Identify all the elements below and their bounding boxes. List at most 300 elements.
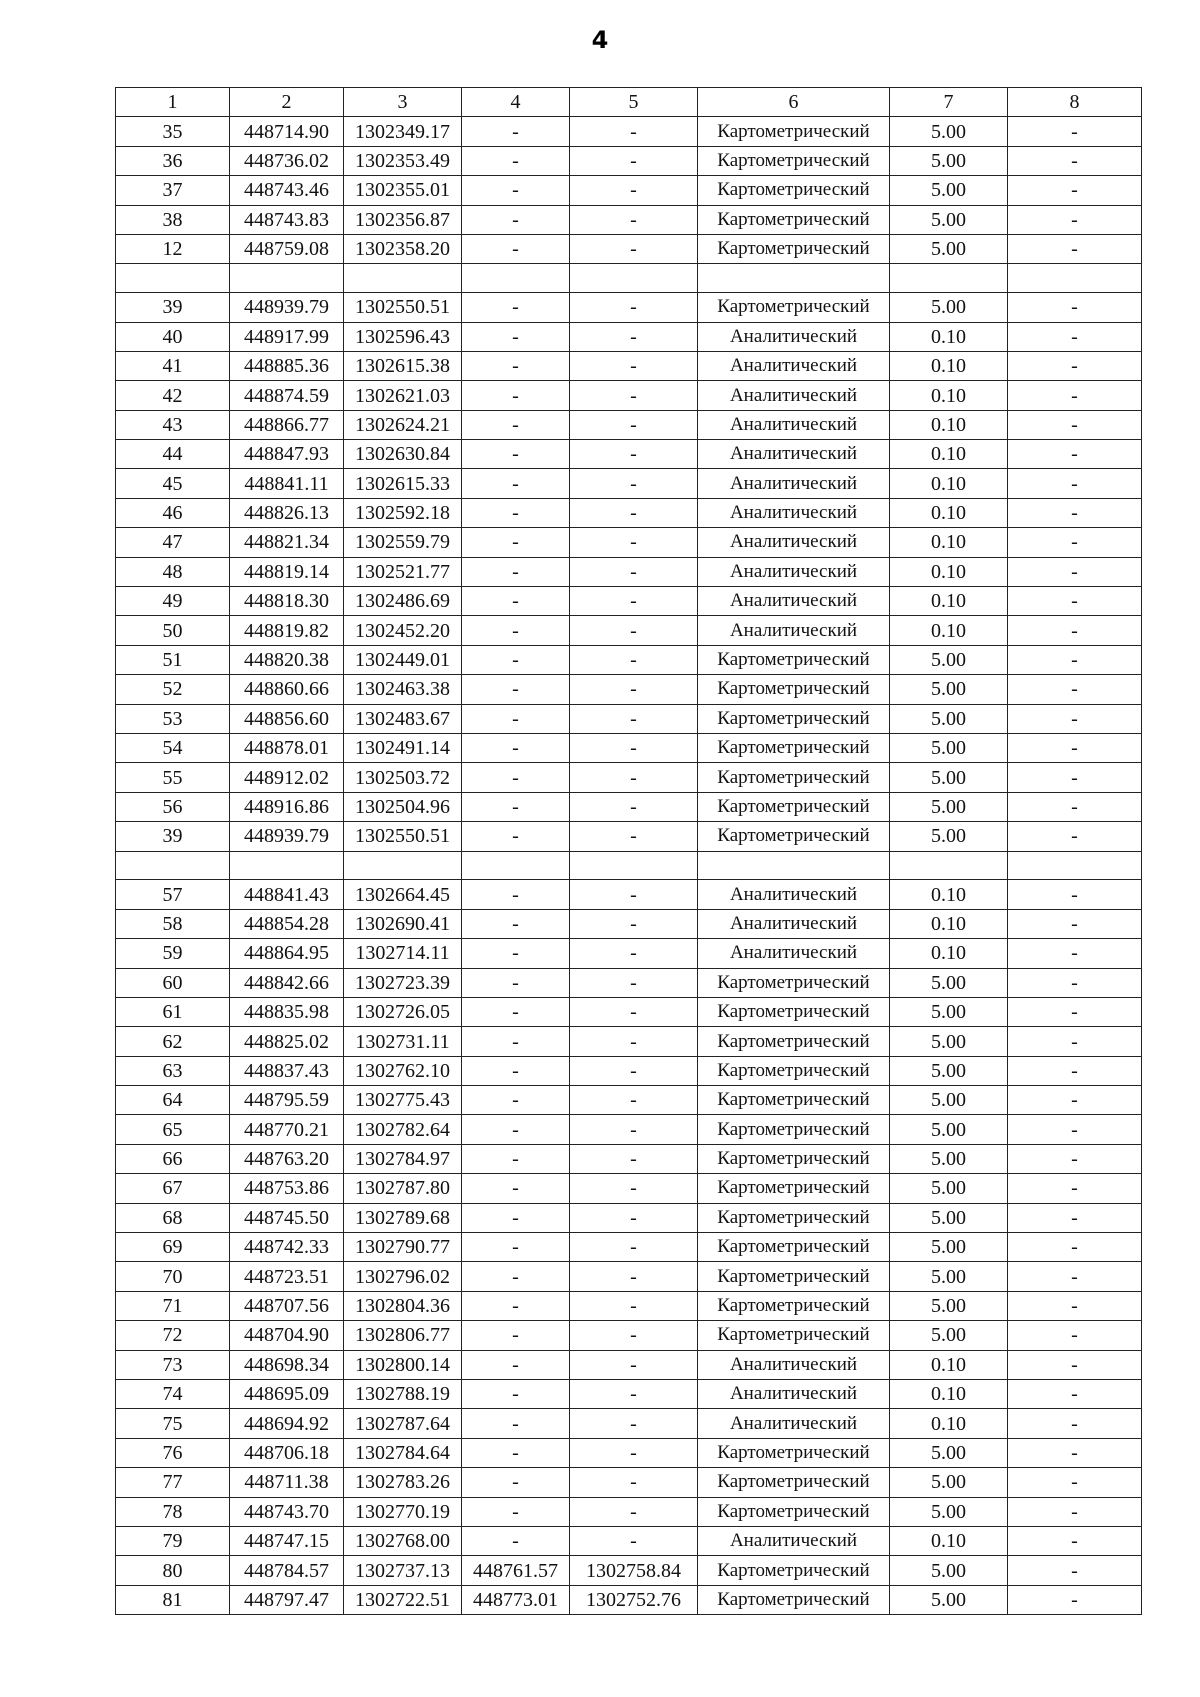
cell-y-coordinate: 1302770.19: [344, 1497, 462, 1526]
cell-accuracy: 5.00: [890, 1203, 1008, 1232]
cell-description: -: [1008, 117, 1142, 146]
cell-y-coordinate: 1302737.13: [344, 1556, 462, 1585]
cell-method: Аналитический: [698, 1409, 890, 1438]
cell-y-coordinate-new: -: [570, 909, 698, 938]
cell-method: Картометрический: [698, 675, 890, 704]
cell-y-coordinate: 1302804.36: [344, 1291, 462, 1320]
table-row: [116, 1056, 1142, 1085]
cell-method: Картометрический: [698, 1497, 890, 1526]
coordinates-table: [115, 87, 1142, 1615]
cell-accuracy: 0.10: [890, 557, 1008, 586]
cell-x-coordinate-new: -: [462, 997, 570, 1026]
cell-accuracy: 0.10: [890, 1526, 1008, 1555]
cell-y-coordinate-new: -: [570, 1438, 698, 1467]
cell-description: -: [1008, 763, 1142, 792]
table-row: [116, 205, 1142, 234]
cell-y-coordinate: [344, 851, 462, 880]
cell-point-number: 63: [116, 1056, 230, 1085]
cell-description: [1008, 264, 1142, 293]
cell-x-coordinate-new: -: [462, 1380, 570, 1409]
cell-y-coordinate-new: -: [570, 587, 698, 616]
cell-method: Картометрический: [698, 1144, 890, 1173]
cell-y-coordinate: 1302358.20: [344, 234, 462, 263]
cell-x-coordinate-new: -: [462, 1233, 570, 1262]
cell-method: Аналитический: [698, 557, 890, 586]
cell-accuracy: 5.00: [890, 1027, 1008, 1056]
cell-method: Картометрический: [698, 704, 890, 733]
cell-x-coordinate-new: -: [462, 1203, 570, 1232]
table-row: [116, 1027, 1142, 1056]
cell-accuracy: 5.00: [890, 763, 1008, 792]
cell-x-coordinate: 448695.09: [230, 1380, 344, 1409]
cell-y-coordinate: 1302782.64: [344, 1115, 462, 1144]
cell-y-coordinate: 1302452.20: [344, 616, 462, 645]
cell-x-coordinate-new: -: [462, 1468, 570, 1497]
cell-y-coordinate: 1302463.38: [344, 675, 462, 704]
table-row: [116, 763, 1142, 792]
cell-y-coordinate: 1302768.00: [344, 1526, 462, 1555]
cell-x-coordinate: 448753.86: [230, 1174, 344, 1203]
cell-accuracy: 0.10: [890, 587, 1008, 616]
cell-accuracy: 5.00: [890, 1291, 1008, 1320]
cell-method: Картометрический: [698, 1585, 890, 1614]
column-header-6: 6: [698, 88, 890, 117]
cell-accuracy: 0.10: [890, 1409, 1008, 1438]
cell-y-coordinate: 1302784.97: [344, 1144, 462, 1173]
cell-y-coordinate-new: -: [570, 939, 698, 968]
cell-y-coordinate-new: [570, 851, 698, 880]
cell-method: Картометрический: [698, 1233, 890, 1262]
cell-point-number: 78: [116, 1497, 230, 1526]
cell-x-coordinate-new: -: [462, 410, 570, 439]
cell-x-coordinate: 448842.66: [230, 968, 344, 997]
cell-accuracy: 5.00: [890, 1497, 1008, 1526]
cell-x-coordinate: 448841.43: [230, 880, 344, 909]
cell-y-coordinate: 1302731.11: [344, 1027, 462, 1056]
cell-x-coordinate: 448759.08: [230, 234, 344, 263]
cell-y-coordinate-new: -: [570, 704, 698, 733]
cell-point-number: 70: [116, 1262, 230, 1291]
cell-description: -: [1008, 1115, 1142, 1144]
cell-accuracy: 5.00: [890, 1556, 1008, 1585]
cell-x-coordinate: 448797.47: [230, 1585, 344, 1614]
cell-y-coordinate-new: -: [570, 322, 698, 351]
cell-description: -: [1008, 1380, 1142, 1409]
cell-accuracy: 0.10: [890, 440, 1008, 469]
table-row: [116, 587, 1142, 616]
cell-x-coordinate: 448878.01: [230, 734, 344, 763]
cell-point-number: 50: [116, 616, 230, 645]
cell-y-coordinate: 1302723.39: [344, 968, 462, 997]
cell-x-coordinate: 448707.56: [230, 1291, 344, 1320]
cell-y-coordinate-new: -: [570, 1321, 698, 1350]
cell-x-coordinate-new: -: [462, 322, 570, 351]
cell-y-coordinate-new: -: [570, 645, 698, 674]
cell-x-coordinate-new: -: [462, 293, 570, 322]
cell-description: -: [1008, 1409, 1142, 1438]
cell-y-coordinate-new: -: [570, 557, 698, 586]
cell-description: -: [1008, 1144, 1142, 1173]
cell-accuracy: 5.00: [890, 675, 1008, 704]
cell-y-coordinate: 1302806.77: [344, 1321, 462, 1350]
cell-x-coordinate-new: -: [462, 234, 570, 263]
cell-y-coordinate-new: 1302752.76: [570, 1585, 698, 1614]
cell-x-coordinate: 448795.59: [230, 1086, 344, 1115]
cell-x-coordinate: 448714.90: [230, 117, 344, 146]
table-row: [116, 1556, 1142, 1585]
cell-y-coordinate: 1302788.19: [344, 1380, 462, 1409]
cell-point-number: 72: [116, 1321, 230, 1350]
cell-y-coordinate: 1302596.43: [344, 322, 462, 351]
cell-y-coordinate-new: -: [570, 440, 698, 469]
cell-accuracy: 5.00: [890, 792, 1008, 821]
cell-method: Аналитический: [698, 1350, 890, 1379]
cell-y-coordinate: 1302783.26: [344, 1468, 462, 1497]
cell-x-coordinate-new: -: [462, 763, 570, 792]
cell-x-coordinate: 448835.98: [230, 997, 344, 1026]
table-row: [116, 176, 1142, 205]
cell-accuracy: 5.00: [890, 293, 1008, 322]
cell-method: Картометрический: [698, 822, 890, 851]
cell-accuracy: 0.10: [890, 528, 1008, 557]
cell-x-coordinate-new: -: [462, 909, 570, 938]
cell-description: -: [1008, 792, 1142, 821]
cell-x-coordinate-new: -: [462, 1086, 570, 1115]
cell-x-coordinate-new: -: [462, 117, 570, 146]
cell-method: Аналитический: [698, 440, 890, 469]
cell-description: [1008, 851, 1142, 880]
cell-point-number: 73: [116, 1350, 230, 1379]
cell-x-coordinate: 448819.14: [230, 557, 344, 586]
table-row: [116, 1380, 1142, 1409]
cell-y-coordinate-new: -: [570, 498, 698, 527]
cell-point-number: 52: [116, 675, 230, 704]
cell-x-coordinate-new: -: [462, 1497, 570, 1526]
cell-method: Аналитический: [698, 616, 890, 645]
cell-method: Картометрический: [698, 1086, 890, 1115]
cell-description: -: [1008, 968, 1142, 997]
table-row: [116, 734, 1142, 763]
cell-x-coordinate-new: -: [462, 1056, 570, 1085]
cell-accuracy: 5.00: [890, 1262, 1008, 1291]
cell-description: -: [1008, 1468, 1142, 1497]
cell-x-coordinate-new: -: [462, 734, 570, 763]
cell-y-coordinate: 1302784.64: [344, 1438, 462, 1467]
column-header-8: 8: [1008, 88, 1142, 117]
cell-method: Картометрический: [698, 1321, 890, 1350]
cell-accuracy: [890, 264, 1008, 293]
cell-method: Картометрический: [698, 1174, 890, 1203]
cell-point-number: 12: [116, 234, 230, 263]
cell-description: -: [1008, 1438, 1142, 1467]
table-row: [116, 1468, 1142, 1497]
cell-accuracy: 0.10: [890, 616, 1008, 645]
cell-x-coordinate-new: -: [462, 1526, 570, 1555]
cell-method: Картометрический: [698, 293, 890, 322]
cell-description: -: [1008, 410, 1142, 439]
table-row: [116, 616, 1142, 645]
cell-x-coordinate-new: -: [462, 675, 570, 704]
cell-method: Аналитический: [698, 1380, 890, 1409]
cell-method: Картометрический: [698, 734, 890, 763]
table-row: [116, 1291, 1142, 1320]
cell-accuracy: 5.00: [890, 645, 1008, 674]
cell-description: -: [1008, 234, 1142, 263]
cell-x-coordinate-new: -: [462, 1262, 570, 1291]
cell-method: Картометрический: [698, 997, 890, 1026]
cell-y-coordinate: 1302491.14: [344, 734, 462, 763]
table-row: [116, 528, 1142, 557]
table-row: [116, 1321, 1142, 1350]
table-header-row: [116, 88, 1142, 117]
cell-y-coordinate: 1302483.67: [344, 704, 462, 733]
cell-accuracy: 0.10: [890, 410, 1008, 439]
cell-method: Аналитический: [698, 381, 890, 410]
cell-method: Картометрический: [698, 1203, 890, 1232]
cell-description: -: [1008, 616, 1142, 645]
cell-point-number: 56: [116, 792, 230, 821]
cell-y-coordinate: 1302550.51: [344, 293, 462, 322]
table-row: [116, 1144, 1142, 1173]
cell-description: -: [1008, 293, 1142, 322]
cell-method: Аналитический: [698, 410, 890, 439]
cell-y-coordinate-new: -: [570, 410, 698, 439]
cell-accuracy: 5.00: [890, 234, 1008, 263]
cell-y-coordinate: 1302621.03: [344, 381, 462, 410]
cell-accuracy: 5.00: [890, 997, 1008, 1026]
cell-method: Картометрический: [698, 1262, 890, 1291]
cell-description: -: [1008, 205, 1142, 234]
cell-x-coordinate-new: 448773.01: [462, 1585, 570, 1614]
cell-x-coordinate-new: [462, 264, 570, 293]
cell-y-coordinate-new: -: [570, 1291, 698, 1320]
cell-y-coordinate: 1302796.02: [344, 1262, 462, 1291]
cell-y-coordinate: 1302722.51: [344, 1585, 462, 1614]
cell-y-coordinate-new: 1302758.84: [570, 1556, 698, 1585]
cell-accuracy: 0.10: [890, 1380, 1008, 1409]
cell-y-coordinate-new: -: [570, 1262, 698, 1291]
cell-method: Картометрический: [698, 792, 890, 821]
cell-description: -: [1008, 909, 1142, 938]
cell-x-coordinate: 448856.60: [230, 704, 344, 733]
cell-description: -: [1008, 381, 1142, 410]
cell-accuracy: 5.00: [890, 822, 1008, 851]
cell-accuracy: 5.00: [890, 176, 1008, 205]
cell-x-coordinate: 448874.59: [230, 381, 344, 410]
cell-x-coordinate: 448763.20: [230, 1144, 344, 1173]
cell-x-coordinate-new: -: [462, 1291, 570, 1320]
cell-y-coordinate: 1302787.80: [344, 1174, 462, 1203]
cell-y-coordinate-new: -: [570, 997, 698, 1026]
cell-x-coordinate-new: -: [462, 1115, 570, 1144]
cell-x-coordinate: 448912.02: [230, 763, 344, 792]
cell-x-coordinate: 448847.93: [230, 440, 344, 469]
cell-x-coordinate-new: -: [462, 528, 570, 557]
table-row: [116, 1203, 1142, 1232]
cell-accuracy: 5.00: [890, 704, 1008, 733]
cell-x-coordinate-new: -: [462, 1409, 570, 1438]
table-row: [116, 822, 1142, 851]
table-row: [116, 469, 1142, 498]
cell-description: -: [1008, 822, 1142, 851]
cell-accuracy: 5.00: [890, 734, 1008, 763]
cell-point-number: 65: [116, 1115, 230, 1144]
cell-accuracy: 0.10: [890, 880, 1008, 909]
cell-y-coordinate-new: -: [570, 117, 698, 146]
cell-description: -: [1008, 557, 1142, 586]
cell-method: Картометрический: [698, 1115, 890, 1144]
cell-accuracy: 0.10: [890, 498, 1008, 527]
cell-method: [698, 851, 890, 880]
cell-x-coordinate-new: -: [462, 968, 570, 997]
cell-method: Картометрический: [698, 1056, 890, 1085]
cell-point-number: 35: [116, 117, 230, 146]
cell-accuracy: 0.10: [890, 1350, 1008, 1379]
cell-x-coordinate: 448825.02: [230, 1027, 344, 1056]
cell-x-coordinate: 448706.18: [230, 1438, 344, 1467]
table-row: [116, 1585, 1142, 1614]
cell-x-coordinate: 448704.90: [230, 1321, 344, 1350]
cell-x-coordinate: 448743.46: [230, 176, 344, 205]
cell-x-coordinate-new: [462, 851, 570, 880]
cell-x-coordinate-new: -: [462, 351, 570, 380]
cell-description: -: [1008, 498, 1142, 527]
cell-y-coordinate-new: -: [570, 528, 698, 557]
cell-accuracy: 0.10: [890, 939, 1008, 968]
table-row: [116, 1438, 1142, 1467]
cell-y-coordinate: 1302624.21: [344, 410, 462, 439]
cell-description: -: [1008, 1497, 1142, 1526]
column-header-2: 2: [230, 88, 344, 117]
cell-y-coordinate-new: -: [570, 1056, 698, 1085]
cell-description: -: [1008, 351, 1142, 380]
cell-description: -: [1008, 587, 1142, 616]
table-row: [116, 1174, 1142, 1203]
cell-y-coordinate-new: -: [570, 176, 698, 205]
cell-y-coordinate: 1302664.45: [344, 880, 462, 909]
cell-x-coordinate: 448770.21: [230, 1115, 344, 1144]
cell-y-coordinate: 1302726.05: [344, 997, 462, 1026]
cell-x-coordinate-new: -: [462, 587, 570, 616]
cell-point-number: 38: [116, 205, 230, 234]
cell-x-coordinate: 448745.50: [230, 1203, 344, 1232]
cell-method: [698, 264, 890, 293]
cell-y-coordinate: 1302615.33: [344, 469, 462, 498]
cell-accuracy: 5.00: [890, 1438, 1008, 1467]
cell-x-coordinate-new: -: [462, 616, 570, 645]
cell-y-coordinate-new: -: [570, 381, 698, 410]
cell-y-coordinate: 1302800.14: [344, 1350, 462, 1379]
separator-row: [116, 264, 1142, 293]
cell-description: -: [1008, 469, 1142, 498]
cell-y-coordinate: 1302789.68: [344, 1203, 462, 1232]
table-row: [116, 968, 1142, 997]
table-row: [116, 440, 1142, 469]
table-row: [116, 381, 1142, 410]
cell-method: Аналитический: [698, 909, 890, 938]
cell-accuracy: 5.00: [890, 1233, 1008, 1262]
cell-method: Картометрический: [698, 763, 890, 792]
cell-y-coordinate-new: -: [570, 763, 698, 792]
cell-x-coordinate: 448747.15: [230, 1526, 344, 1555]
cell-x-coordinate-new: -: [462, 792, 570, 821]
cell-x-coordinate-new: -: [462, 146, 570, 175]
cell-point-number: 64: [116, 1086, 230, 1115]
cell-y-coordinate: 1302790.77: [344, 1233, 462, 1262]
cell-y-coordinate-new: -: [570, 234, 698, 263]
cell-method: Аналитический: [698, 587, 890, 616]
cell-point-number: 49: [116, 587, 230, 616]
table-row: [116, 997, 1142, 1026]
cell-x-coordinate: 448885.36: [230, 351, 344, 380]
cell-x-coordinate: 448860.66: [230, 675, 344, 704]
cell-y-coordinate-new: -: [570, 1233, 698, 1262]
cell-point-number: 47: [116, 528, 230, 557]
cell-point-number: 58: [116, 909, 230, 938]
cell-y-coordinate-new: -: [570, 1350, 698, 1379]
cell-accuracy: 5.00: [890, 1585, 1008, 1614]
cell-y-coordinate: 1302349.17: [344, 117, 462, 146]
cell-y-coordinate: 1302521.77: [344, 557, 462, 586]
cell-y-coordinate: 1302550.51: [344, 822, 462, 851]
cell-point-number: 41: [116, 351, 230, 380]
cell-description: -: [1008, 1174, 1142, 1203]
cell-x-coordinate: 448866.77: [230, 410, 344, 439]
cell-y-coordinate: 1302486.69: [344, 587, 462, 616]
cell-x-coordinate: 448711.38: [230, 1468, 344, 1497]
table-row: [116, 410, 1142, 439]
table-row: [116, 1526, 1142, 1555]
cell-method: Картометрический: [698, 117, 890, 146]
cell-x-coordinate-new: -: [462, 939, 570, 968]
cell-y-coordinate: 1302356.87: [344, 205, 462, 234]
cell-description: -: [1008, 1086, 1142, 1115]
cell-description: -: [1008, 997, 1142, 1026]
cell-y-coordinate-new: -: [570, 205, 698, 234]
cell-y-coordinate-new: -: [570, 675, 698, 704]
cell-accuracy: 0.10: [890, 351, 1008, 380]
cell-point-number: 67: [116, 1174, 230, 1203]
table-row: [116, 792, 1142, 821]
cell-y-coordinate: 1302559.79: [344, 528, 462, 557]
cell-x-coordinate-new: -: [462, 205, 570, 234]
cell-method: Картометрический: [698, 1438, 890, 1467]
cell-point-number: 53: [116, 704, 230, 733]
cell-accuracy: 5.00: [890, 117, 1008, 146]
table-row: [116, 1262, 1142, 1291]
cell-x-coordinate: 448743.83: [230, 205, 344, 234]
cell-y-coordinate: 1302630.84: [344, 440, 462, 469]
table-row: [116, 322, 1142, 351]
cell-x-coordinate: 448743.70: [230, 1497, 344, 1526]
cell-x-coordinate: 448864.95: [230, 939, 344, 968]
cell-method: Картометрический: [698, 146, 890, 175]
table-row: [116, 146, 1142, 175]
cell-method: Аналитический: [698, 498, 890, 527]
table-row: [116, 645, 1142, 674]
cell-y-coordinate: 1302714.11: [344, 939, 462, 968]
cell-x-coordinate-new: -: [462, 880, 570, 909]
cell-point-number: 39: [116, 293, 230, 322]
table-row: [116, 1233, 1142, 1262]
cell-description: -: [1008, 675, 1142, 704]
cell-y-coordinate-new: -: [570, 1380, 698, 1409]
cell-y-coordinate-new: -: [570, 968, 698, 997]
cell-method: Картометрический: [698, 176, 890, 205]
cell-y-coordinate-new: -: [570, 822, 698, 851]
cell-point-number: 39: [116, 822, 230, 851]
separator-row: [116, 851, 1142, 880]
